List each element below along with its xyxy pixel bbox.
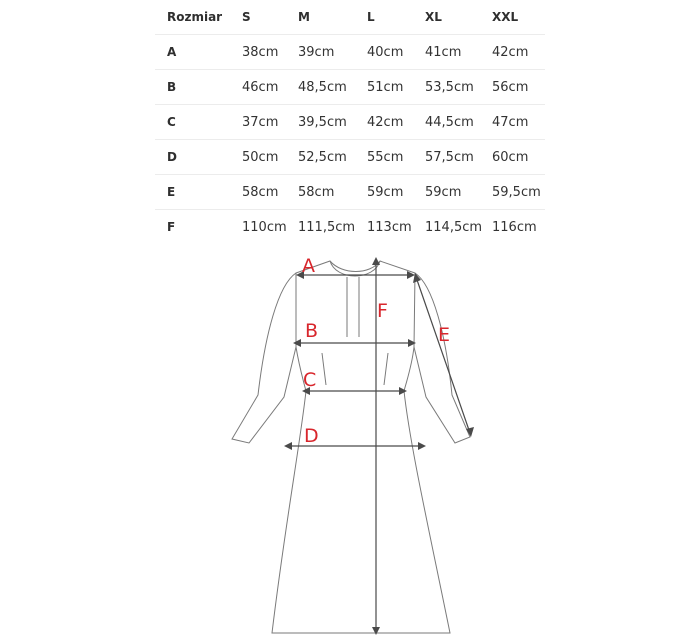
table-row — [155, 70, 545, 105]
table-header-row — [155, 0, 545, 35]
arrow-left-icon — [284, 442, 292, 450]
header-s: S — [242, 10, 251, 24]
table-cell: 110cm — [242, 220, 287, 235]
table-cell: 37cm — [242, 115, 279, 130]
table-cell: 42cm — [492, 45, 529, 60]
table-cell: 55cm — [367, 150, 404, 165]
table-cell: 56cm — [492, 80, 529, 95]
table-row — [155, 140, 545, 175]
label-c: C — [303, 369, 317, 391]
arrow-up-icon — [372, 257, 380, 265]
measure-line-e — [416, 277, 470, 433]
label-e: E — [438, 324, 451, 346]
label-b: B — [305, 320, 319, 342]
label-f: F — [377, 300, 388, 322]
table-row — [155, 35, 545, 70]
table-cell: 111,5cm — [298, 220, 356, 235]
table-cell: 58cm — [298, 185, 335, 200]
table-cell: 44,5cm — [425, 115, 474, 130]
table-cell: 40cm — [367, 45, 404, 60]
arrow-left-icon — [293, 339, 301, 347]
table-cell: 51cm — [367, 80, 404, 95]
table-cell: 58cm — [242, 185, 279, 200]
table-cell: 116cm — [492, 220, 537, 235]
header-m: M — [298, 10, 310, 24]
row-label: E — [167, 185, 176, 199]
table-cell: 41cm — [425, 45, 462, 60]
table-cell: 60cm — [492, 150, 529, 165]
header-xxl: XXL — [492, 10, 519, 24]
table-cell: 50cm — [242, 150, 279, 165]
table-cell: 47cm — [492, 115, 529, 130]
header-xl: XL — [425, 10, 442, 24]
row-label: A — [167, 45, 177, 59]
arrow-right-icon — [408, 339, 416, 347]
header-l: L — [367, 10, 375, 24]
arrow-down-icon — [466, 427, 474, 437]
table-cell: 39cm — [298, 45, 335, 60]
table-cell: 52,5cm — [298, 150, 347, 165]
row-label: C — [167, 115, 176, 129]
arrow-down-icon — [372, 627, 380, 635]
table-cell: 59cm — [367, 185, 404, 200]
table-cell: 59cm — [425, 185, 462, 200]
size-table — [155, 0, 545, 245]
table-cell: 59,5cm — [492, 185, 541, 200]
row-label: D — [167, 150, 177, 164]
table-cell: 46cm — [242, 80, 279, 95]
header-size: Rozmiar — [167, 10, 223, 24]
dress-measurement-diagram — [0, 245, 700, 642]
table-row — [155, 175, 545, 210]
table-cell: 39,5cm — [298, 115, 347, 130]
arrow-right-icon — [418, 442, 426, 450]
dress-silhouette — [232, 261, 470, 633]
table-cell: 42cm — [367, 115, 404, 130]
label-d: D — [304, 425, 319, 447]
table-cell: 48,5cm — [298, 80, 347, 95]
row-label: B — [167, 80, 177, 94]
table-cell: 57,5cm — [425, 150, 474, 165]
table-cell: 114,5cm — [425, 220, 483, 235]
table-cell: 53,5cm — [425, 80, 474, 95]
table-row — [155, 210, 545, 245]
table-cell: 113cm — [367, 220, 412, 235]
label-a: A — [302, 255, 315, 277]
table-row — [155, 105, 545, 140]
arrow-right-icon — [399, 387, 407, 395]
table-cell: 38cm — [242, 45, 279, 60]
row-label: F — [167, 220, 176, 234]
